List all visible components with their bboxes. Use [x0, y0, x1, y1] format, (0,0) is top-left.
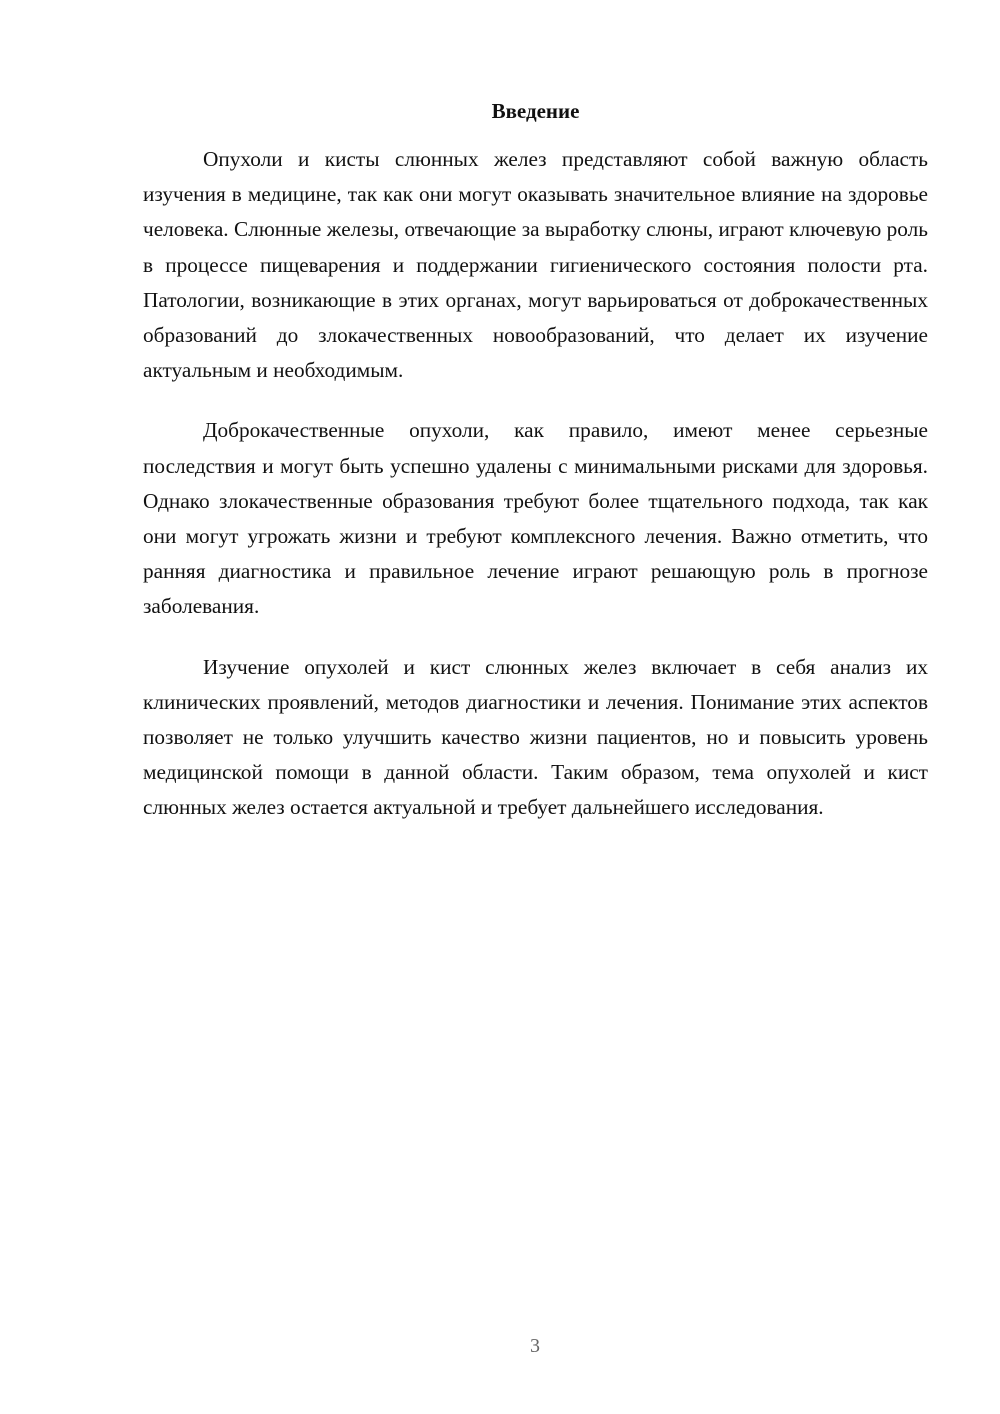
page-number: 3	[530, 1335, 540, 1357]
paragraph-1: Опухоли и кисты слюнных желез представляют собой важную область изучения в медицине, так как они могут оказывать значительное влияние на здоровье человека. Слюнные железы, отвечающие за выработку слюны, играют ключевую роль в процессе пищеварения и поддержании гигиенического состояния полости рта. Патологии, возникающие в этих органах, могут варьироваться от доброкачественных образований до злокачественных новообразований, что делает их изучение актуальным и необходимым.	[143, 147, 928, 383]
paragraph-3: Изучение опухолей и кист слюнных желез включает в себя анализ их клинических проявлений, методов диагностики и лечения. Понимание этих аспектов позволяет не только улучшить качество жизни пациентов, но и повысить уровень медицинской помощи в данной области. Таким образом, тема опухолей и кист слюнных желез остается актуальной и требует дальнейшего исследования.	[143, 654, 928, 820]
paragraph-2: Доброкачественные опухоли, как правило, имеют менее серьезные последствия и могут быть успешно удалены с минимальными рисками для здоровья. Однако злокачественные образования требуют более тщательного подхода, так как они могут угрожать жизни и требуют комплексного лечения. Важно отметить, что ранняя диагностика и правильное лечение играют решающую роль в прогнозе заболевания.	[143, 418, 928, 619]
section-heading: Введение	[491, 99, 580, 123]
body-text	[143, 142, 928, 851]
